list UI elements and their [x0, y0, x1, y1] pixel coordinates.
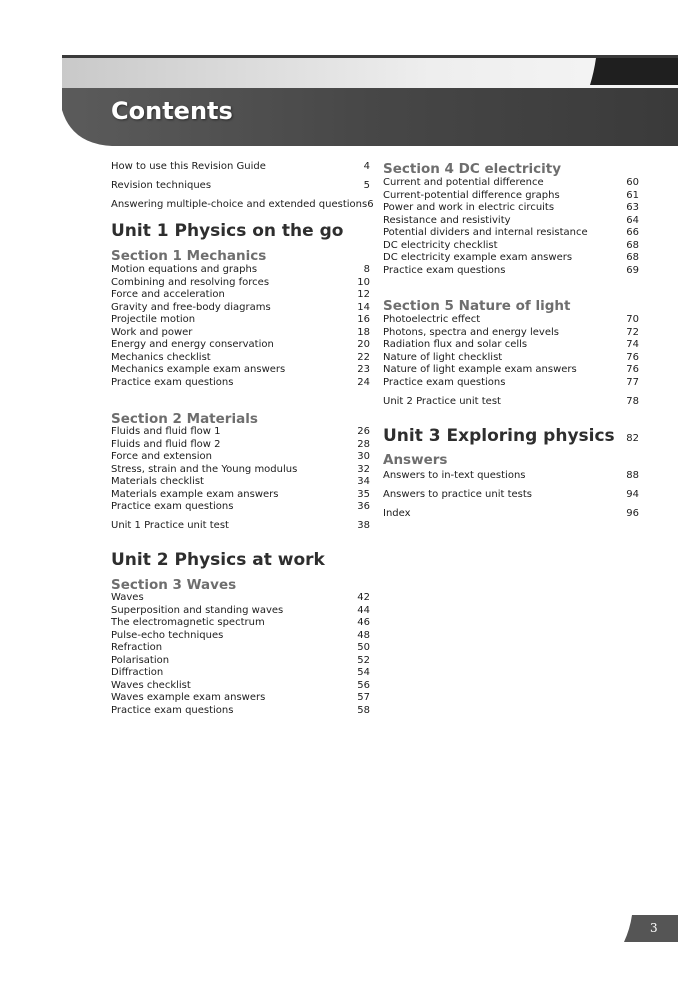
- page-number: 3: [650, 921, 658, 935]
- toc-entry-title: Work and power: [111, 326, 193, 338]
- toc-entry-title: Revision techniques: [111, 180, 212, 191]
- toc-entry-page: 66: [626, 227, 639, 238]
- toc-entry-page: 60: [626, 177, 639, 188]
- toc-entry[interactable]: [383, 240, 639, 252]
- toc-entry-title: How to use this Revision Guide: [111, 161, 266, 172]
- toc-entry[interactable]: [383, 364, 639, 376]
- header-background: [0, 0, 700, 160]
- toc-entry-page: 76: [626, 364, 639, 375]
- toc-entry-page: 64: [626, 214, 639, 226]
- toc-entry[interactable]: [111, 642, 370, 654]
- page-title: Contents: [111, 97, 233, 125]
- toc-entry-page: 26: [357, 426, 370, 437]
- toc-entry[interactable]: [383, 252, 639, 264]
- toc-entry[interactable]: [111, 277, 370, 289]
- toc-entry[interactable]: [383, 489, 639, 501]
- toc-entry-page: 76: [626, 351, 639, 363]
- toc-entry[interactable]: [383, 508, 639, 520]
- toc-entry-title: Practice exam questions: [111, 501, 234, 512]
- unit-title: Unit 1 Physics on the go: [111, 221, 344, 241]
- toc-entry-page: 72: [626, 326, 639, 338]
- toc-entry-page: 30: [357, 451, 370, 462]
- toc-entry[interactable]: [111, 592, 370, 604]
- section-heading[interactable]: Section 5 Nature of light: [383, 298, 571, 314]
- toc-entry[interactable]: [383, 265, 639, 277]
- toc-entry-page: 18: [357, 326, 370, 338]
- toc-entry[interactable]: [111, 264, 370, 276]
- toc-entry-page: 52: [357, 654, 370, 666]
- toc-entry-page: 69: [626, 264, 639, 276]
- unit-page: 82: [626, 433, 639, 444]
- section-heading[interactable]: Section 3 Waves: [111, 577, 237, 593]
- toc-entry[interactable]: [111, 667, 370, 679]
- toc-entry-page: 23: [357, 364, 370, 375]
- toc-entry-page: 88: [626, 470, 639, 481]
- unit-title: Unit 2 Physics at work: [111, 550, 325, 570]
- toc-entry[interactable]: [111, 180, 370, 192]
- toc-entry-page: 44: [357, 604, 370, 616]
- toc-entry-page: 4: [363, 161, 370, 172]
- toc-entry-title: Fluids and fluid flow 2: [111, 438, 221, 450]
- toc-entry[interactable]: [111, 364, 370, 376]
- toc-entry-title: Radiation flux and solar cells: [383, 339, 528, 350]
- toc-entry-page: 96: [626, 508, 639, 519]
- toc-entry[interactable]: [383, 470, 639, 482]
- toc-entry-title: Current-potential difference graphs: [383, 189, 560, 201]
- toc-entry-title: Answering multiple-choice and extended questions: [111, 199, 368, 210]
- toc-entry-title: Pulse-echo techniques: [111, 629, 224, 641]
- toc-entry-page: 16: [357, 314, 370, 325]
- toc-entry-title: The electromagnetic spectrum: [111, 617, 265, 628]
- toc-entry-title: Photons, spectra and energy levels: [383, 326, 559, 338]
- toc-entry-title: Answers to in-text questions: [383, 470, 526, 481]
- toc-entry-title: Answers to practice unit tests: [383, 489, 533, 500]
- toc-entry-page: 68: [626, 252, 639, 263]
- toc-entry-title: Gravity and free-body diagrams: [111, 301, 271, 313]
- toc-entry-page: 32: [357, 463, 370, 475]
- toc-entry-page: 35: [357, 488, 370, 500]
- toc-entry[interactable]: [111, 327, 370, 339]
- toc-entry-page: 38: [357, 520, 370, 531]
- toc-entry-title: Nature of light checklist: [383, 351, 503, 363]
- toc-entry-page: 8: [363, 264, 370, 275]
- toc-entry[interactable]: [383, 215, 639, 227]
- toc-entry[interactable]: [383, 352, 639, 364]
- toc-entry[interactable]: [111, 426, 370, 438]
- toc-entry-title: Resistance and resistivity: [383, 214, 511, 226]
- toc-entry-title: Index: [383, 508, 411, 519]
- toc-entry-title: Materials example exam answers: [111, 488, 279, 500]
- toc-entry-page: 28: [357, 438, 370, 450]
- toc-entry-title: Stress, strain and the Young modulus: [111, 463, 298, 475]
- toc-entry[interactable]: [111, 352, 370, 364]
- toc-entry[interactable]: [383, 177, 639, 189]
- toc-entry-page: 42: [357, 592, 370, 603]
- toc-entry[interactable]: [111, 199, 374, 211]
- toc-entry-title: Potential dividers and internal resistance: [383, 227, 588, 238]
- toc-entry-title: Mechanics example exam answers: [111, 364, 286, 375]
- toc-entry-page: 68: [626, 239, 639, 251]
- toc-entry[interactable]: [111, 520, 370, 532]
- toc-entry[interactable]: [111, 439, 370, 451]
- toc-entry[interactable]: [111, 630, 370, 642]
- toc-entry-title: Diffraction: [111, 667, 164, 678]
- toc-entry-title: Force and acceleration: [111, 289, 225, 300]
- toc-entry[interactable]: [383, 377, 639, 389]
- toc-entry-title: Motion equations and graphs: [111, 264, 258, 275]
- toc-entry-title: Energy and energy conservation: [111, 339, 274, 350]
- toc-entry-title: Practice exam questions: [111, 376, 234, 388]
- toc-entry-page: 63: [626, 202, 639, 213]
- toc-entry-page: 20: [357, 339, 370, 350]
- toc-entry[interactable]: [111, 289, 370, 301]
- toc-entry[interactable]: [111, 680, 370, 692]
- toc-entry-title: Superposition and standing waves: [111, 604, 284, 616]
- toc-entry-page: 58: [357, 704, 370, 716]
- unit-heading[interactable]: [111, 550, 370, 570]
- toc-entry[interactable]: [111, 314, 370, 326]
- toc-entry[interactable]: [111, 377, 370, 389]
- toc-entry-title: Fluids and fluid flow 1: [111, 426, 221, 437]
- toc-entry-page: 46: [357, 617, 370, 628]
- toc-entry-title: Practice exam questions: [383, 376, 506, 388]
- toc-entry-page: 61: [626, 189, 639, 201]
- toc-entry-title: Refraction: [111, 642, 163, 653]
- toc-entry-title: Photoelectric effect: [383, 314, 481, 325]
- toc-entry-page: 5: [363, 180, 370, 191]
- toc-entry-page: 34: [357, 476, 370, 487]
- toc-entry[interactable]: [111, 476, 370, 488]
- toc-entry-page: 57: [357, 692, 370, 703]
- section-heading[interactable]: Answers: [383, 452, 448, 468]
- toc-entry-page: 22: [357, 351, 370, 363]
- toc-entry[interactable]: [111, 464, 370, 476]
- toc-entry[interactable]: [383, 227, 639, 239]
- toc-entry[interactable]: [383, 339, 639, 351]
- unit-title: Unit 3 Exploring physics: [383, 426, 615, 446]
- toc-entry-page: 10: [357, 276, 370, 288]
- toc-entry-title: Practice exam questions: [383, 264, 506, 276]
- toc-entry[interactable]: [111, 302, 370, 314]
- toc-entry-page: 14: [357, 301, 370, 313]
- toc-entry-title: Waves example exam answers: [111, 692, 266, 703]
- toc-entry[interactable]: [111, 617, 370, 629]
- toc-entry-page: 24: [357, 376, 370, 388]
- toc-entry-page: 70: [626, 314, 639, 325]
- toc-entry-title: Nature of light example exam answers: [383, 364, 577, 375]
- toc-entry-page: 50: [357, 642, 370, 653]
- toc-entry[interactable]: [383, 190, 639, 202]
- header-banner: [0, 0, 700, 160]
- toc-entry-title: Combining and resolving forces: [111, 276, 270, 288]
- toc-entry-title: Projectile motion: [111, 314, 196, 325]
- toc-entry[interactable]: [383, 327, 639, 339]
- toc-entry-title: Unit 1 Practice unit test: [111, 520, 229, 531]
- toc-entry-title: Current and potential difference: [383, 177, 544, 188]
- toc-entry[interactable]: [111, 161, 370, 173]
- toc-entry-title: Unit 2 Practice unit test: [383, 396, 501, 407]
- unit-heading[interactable]: [383, 426, 639, 449]
- toc-entry-title: Polarisation: [111, 654, 170, 666]
- toc-entry-title: Waves: [111, 592, 144, 603]
- toc-entry[interactable]: [111, 489, 370, 501]
- toc-entry-title: Power and work in electric circuits: [383, 202, 555, 213]
- unit-heading[interactable]: [111, 221, 370, 241]
- toc-entry[interactable]: [111, 655, 370, 667]
- toc-entry-page: 6: [367, 199, 374, 210]
- toc-entry-title: Mechanics checklist: [111, 351, 211, 363]
- section-heading[interactable]: Section 4 DC electricity: [383, 161, 562, 177]
- section-heading[interactable]: Section 2 Materials: [111, 411, 258, 427]
- toc-entry[interactable]: [111, 451, 370, 463]
- toc-entry-page: 74: [626, 339, 639, 350]
- section-heading[interactable]: Section 1 Mechanics: [111, 248, 267, 264]
- toc-entry[interactable]: [111, 605, 370, 617]
- toc-entry[interactable]: [111, 501, 370, 513]
- toc-entry[interactable]: [111, 705, 370, 717]
- toc-entry-page: 77: [626, 376, 639, 388]
- toc-entry-page: 94: [626, 489, 639, 500]
- toc-entry-title: DC electricity checklist: [383, 239, 498, 251]
- toc-entry-page: 78: [626, 396, 639, 407]
- toc-entry-title: DC electricity example exam answers: [383, 252, 573, 263]
- toc-entry-page: 48: [357, 629, 370, 641]
- toc-entry-page: 54: [357, 667, 370, 678]
- toc-entry[interactable]: [111, 339, 370, 351]
- toc-entry[interactable]: [111, 692, 370, 704]
- toc-entry[interactable]: [383, 396, 639, 408]
- toc-entry-page: 12: [357, 289, 370, 300]
- toc-entry-page: 36: [357, 501, 370, 512]
- toc-entry[interactable]: [383, 202, 639, 214]
- toc-entry-title: Force and extension: [111, 451, 212, 462]
- toc-entry-title: Practice exam questions: [111, 704, 234, 716]
- toc-entry-page: 56: [357, 679, 370, 691]
- toc-entry[interactable]: [383, 314, 639, 326]
- toc-entry-title: Materials checklist: [111, 476, 204, 487]
- toc-entry-title: Waves checklist: [111, 679, 191, 691]
